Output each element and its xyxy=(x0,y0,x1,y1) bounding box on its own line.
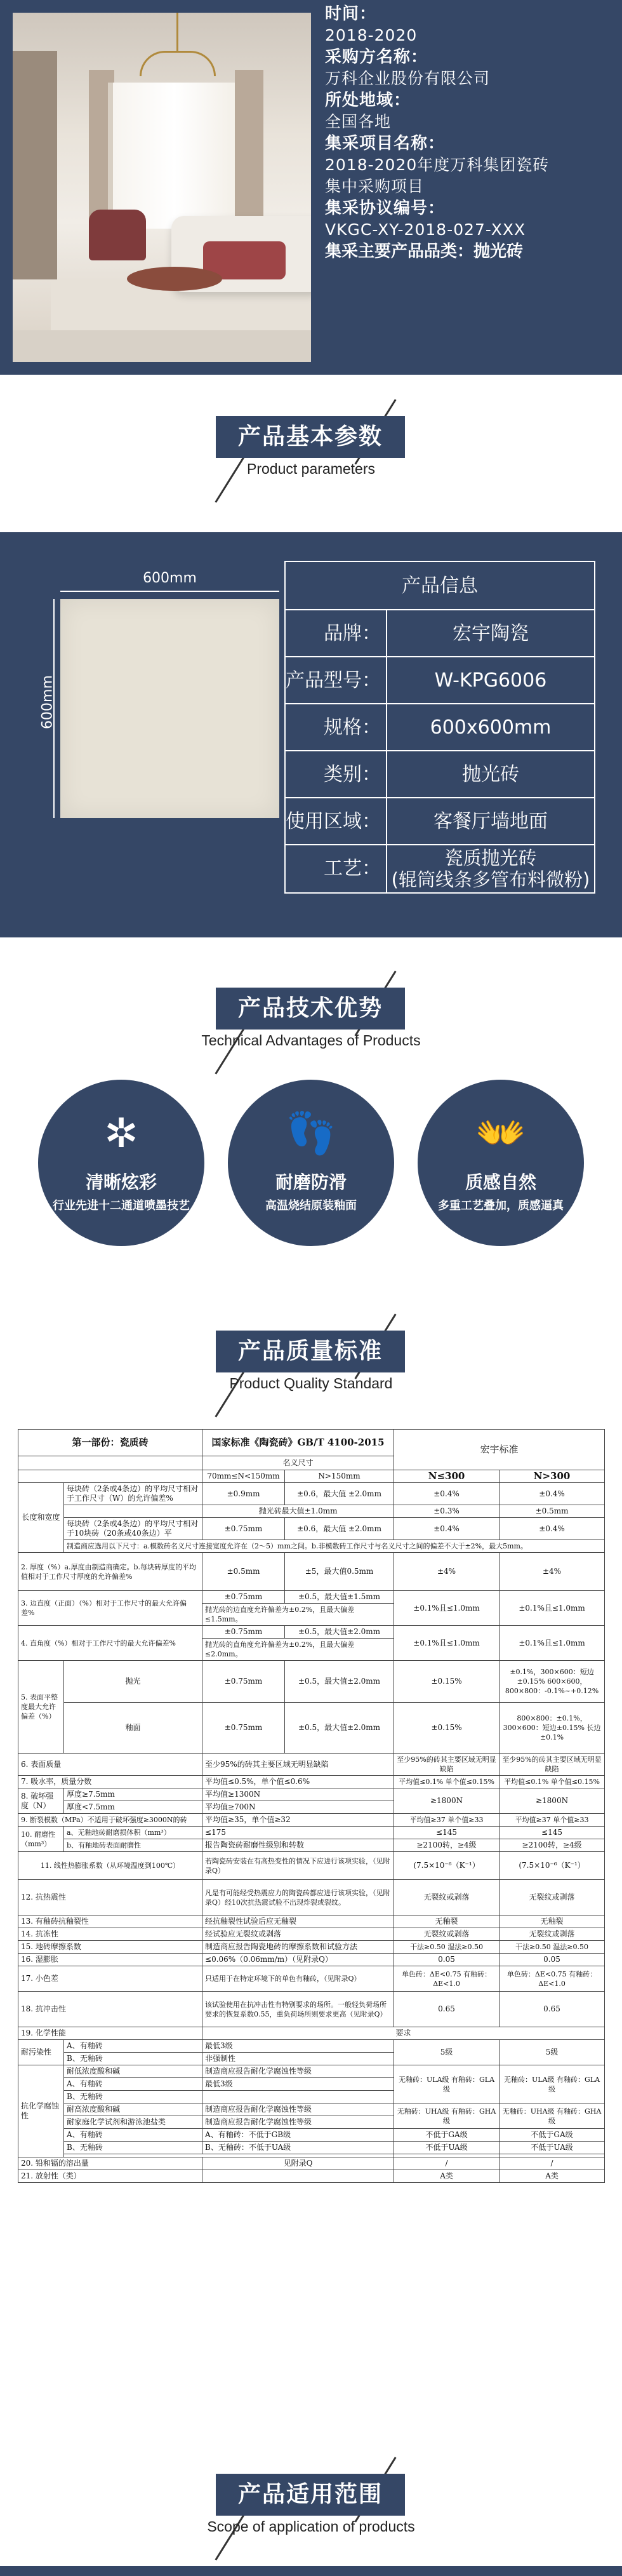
cell: 耐家庭化学试剂和游泳池盐类 xyxy=(64,2116,202,2129)
cell: / xyxy=(500,2157,605,2170)
cell: 6. 表面质量 xyxy=(18,1754,202,1776)
advantage-title: 耐磨防滑 xyxy=(275,1172,347,1193)
cell: 单色砖：ΔE<0.75 有釉砖：ΔE<1.0 xyxy=(394,1966,500,1992)
cell: ≥1800N xyxy=(500,1788,605,1814)
region-label: 所处地域： xyxy=(325,91,411,110)
size-label: 名义尺寸 xyxy=(202,1456,394,1470)
cell: 不低于UA级 xyxy=(500,2142,605,2154)
cell: ≤145 xyxy=(394,1827,500,1839)
cell: 凡是有可能经受热震应力的陶瓷砖都应进行该项实验，（见附录Q）经10次抗热震试验不出现炸裂或裂纹。 xyxy=(202,1880,394,1915)
cell: 平均值≤0.1% 单个值≤0.15% xyxy=(394,1776,500,1788)
cell: 至少95%的砖其主要区域无明显缺陷 xyxy=(202,1754,394,1776)
cell: ≥2100转，≥4级 xyxy=(394,1839,500,1852)
cell: ≤0.06%（0.06mm/m）（见附录Q） xyxy=(202,1954,394,1966)
section-subtitle: Product Quality Standard xyxy=(229,1375,393,1392)
cell: 0.65 xyxy=(394,1992,500,2027)
cell: ±0.9mm xyxy=(202,1483,285,1505)
product-info-title: 产品信息 xyxy=(286,562,594,610)
height-label: 600mm xyxy=(39,675,56,729)
cell: 0.05 xyxy=(500,1954,605,1966)
cell: N>150mm xyxy=(285,1470,394,1483)
cell: ±0.1%且≤1.0mm xyxy=(394,1626,500,1661)
cell: 平均值≥37 单个值≥33 xyxy=(500,1814,605,1827)
cell: ±0.5，最大值±2.0mm xyxy=(285,1703,394,1754)
project-label: 集采项目名称： xyxy=(325,134,446,153)
info-key: 规格： xyxy=(286,704,387,750)
cell: ±0.5mm xyxy=(500,1505,605,1518)
cell: 耐低浓度酸和碱 xyxy=(64,2065,202,2078)
cell: 平均值≥35，单个值≥32 xyxy=(202,1814,394,1827)
cell: 抛光砖最大值±1.0mm xyxy=(202,1505,394,1518)
cell: ±0.1%且≤1.0mm xyxy=(394,1591,500,1626)
cell: 最低3级 xyxy=(202,2040,394,2053)
header-national: 国家标准《陶瓷砖》GB/T 4100-2015 xyxy=(202,1430,394,1456)
cell: ±0.1%且≤1.0mm xyxy=(500,1626,605,1661)
section-header-params xyxy=(0,381,622,476)
info-key: 类别： xyxy=(286,751,387,797)
cell: b、有釉地砖表面耐磨性 xyxy=(64,1839,202,1852)
project-value-line2: 集中采购项目 xyxy=(325,177,425,196)
cell: (7.5×10⁻⁶（K⁻¹） xyxy=(394,1852,500,1880)
agreement-value: VKGC-XY-2018-027-XXX xyxy=(325,220,526,239)
cell: N>300 xyxy=(500,1470,605,1483)
info-row xyxy=(286,704,594,751)
cell: 无裂纹或剥落 xyxy=(500,1880,605,1915)
cell: 不低于GA级 xyxy=(500,2129,605,2142)
quality-standard-table xyxy=(18,1429,604,2183)
cell: 无裂纹或剥落 xyxy=(394,1928,500,1941)
cell: 至少95%的砖其主要区域无明显缺陷 xyxy=(500,1754,605,1776)
section-subtitle: Technical Advantages of Products xyxy=(201,1032,421,1049)
cell: 2. 厚度（%）a.厚度由制造商确定。b.每块砖厚度的平均值相对于工作尺寸厚度的允许偏差% xyxy=(18,1553,202,1591)
section-title: 产品技术优势 xyxy=(216,988,405,1030)
info-row xyxy=(286,798,594,845)
cell: 无裂纹或剥落 xyxy=(500,1928,605,1941)
chandelier-icon xyxy=(140,51,216,76)
cell: ±0.4% xyxy=(500,1518,605,1540)
cell: 若陶瓷砖安装在有高热变性的情况下应进行该项实验，（见附录Q） xyxy=(202,1852,394,1880)
cell: 70mm≤N<150mm xyxy=(202,1470,285,1483)
cell: A、有釉砖：不低于GB级 xyxy=(202,2129,394,2142)
cell: 抛光砖的直角度允许偏差为±0.2%，且最大偏差≤2.0mm。 xyxy=(202,1639,394,1661)
cell: 干法≥0.50 湿法≥0.50 xyxy=(500,1941,605,1954)
cell: N≤300 xyxy=(394,1470,500,1483)
cell: B、无釉砖 xyxy=(64,2053,202,2065)
product-params-panel xyxy=(0,532,622,937)
cell: 4. 直角度（%）相对于工作尺寸的最大允许偏差% xyxy=(18,1626,202,1661)
advantage-card xyxy=(38,1080,204,1246)
info-value: 宏宇陶瓷 xyxy=(453,622,529,645)
section-title: 产品适用范围 xyxy=(216,2474,405,2516)
cell: ≥2100转，≥4级 xyxy=(500,1839,605,1852)
cell: ±0.1%且≤1.0mm xyxy=(500,1591,605,1626)
cell: ±0.75mm xyxy=(202,1626,285,1639)
info-key: 使用区域： xyxy=(286,798,387,844)
cell: 无釉裂 xyxy=(500,1915,605,1928)
cell: 7. 吸水率，质量分数 xyxy=(18,1776,202,1788)
height-dimension xyxy=(38,599,57,818)
cell: 12. 抗热震性 xyxy=(18,1880,202,1915)
cell: A、有釉砖 xyxy=(64,2129,202,2142)
header-hongyu: 宏宇标准 xyxy=(394,1430,605,1470)
info-key: 品牌： xyxy=(286,610,387,656)
cell: 平均值≤0.5%，单个值≤0.6% xyxy=(202,1776,394,1788)
hero-banner xyxy=(0,0,622,375)
cell: 干法≥0.50 湿法≥0.50 xyxy=(394,1941,500,1954)
cell: ±0.4% xyxy=(394,1483,500,1505)
cell: 要求 xyxy=(202,2027,605,2040)
width-dimension xyxy=(60,570,279,596)
cell: ≤175 xyxy=(202,1827,394,1839)
width-label: 600mm xyxy=(143,570,197,586)
cell: 制造商应选用以下尺寸：a.模数砖名义尺寸连接宽度允许在（2～5）mm之间。b.非模数砖工作尺寸与名义尺寸之间的偏差不大于±2%，最大5mm。 xyxy=(64,1540,605,1553)
info-row xyxy=(286,610,594,657)
region-value: 全国各地 xyxy=(325,112,392,131)
cell: 无釉砖：ULA级 有釉砖：GLA级 xyxy=(500,2065,605,2103)
info-value: 600x600mm xyxy=(430,716,552,739)
cell: ≤145 xyxy=(500,1827,605,1839)
hands-icon: 👐 xyxy=(475,1110,526,1157)
craft-line1: 瓷质抛光砖 xyxy=(444,847,537,869)
cell: 厚度<7.5mm xyxy=(64,1801,202,1814)
cell: ±0.5，最大值±1.5mm xyxy=(285,1591,394,1604)
cell xyxy=(202,2170,394,2183)
cell: ±0.6，最大值 ±2.0mm xyxy=(285,1518,394,1540)
cell: 抗化学腐蚀性 xyxy=(18,2065,64,2157)
cell: ≥1800N xyxy=(394,1788,500,1814)
procurement-info xyxy=(325,3,617,262)
cell: 0.65 xyxy=(500,1992,605,2027)
cell: / xyxy=(394,2157,500,2170)
cell: 每块砖（2条或4条边）的平均尺寸相对于工作尺寸（W）的允许偏差% xyxy=(64,1483,202,1505)
cell: 最低3级 xyxy=(202,2078,394,2091)
cell: 17. 小色差 xyxy=(18,1966,202,1992)
advantage-desc: 高温烧结原装釉面 xyxy=(265,1199,357,1212)
cell: 19. 化学性能 xyxy=(18,2027,202,2040)
cell: ±0.5，最大值±2.0mm xyxy=(285,1626,394,1639)
main-product-value: 抛光砖 xyxy=(473,242,524,261)
living-room-photo xyxy=(13,13,311,362)
cell: ±0.75mm xyxy=(202,1591,285,1604)
project-value-line1: 2018-2020年度万科集团瓷砖 xyxy=(325,156,550,174)
cell: ±0.15% xyxy=(394,1703,500,1754)
craft-line2: (辊筒线条多管布料微粉) xyxy=(391,869,590,890)
cell: 13. 有釉砖抗釉裂性 xyxy=(18,1915,202,1928)
cell: 0.05 xyxy=(394,1954,500,1966)
info-row-craft xyxy=(286,845,594,892)
cell: 无裂纹或剥落 xyxy=(394,1880,500,1915)
info-row xyxy=(286,751,594,798)
cell: B、无釉砖 xyxy=(64,2091,202,2103)
cell: 14. 抗冻性 xyxy=(18,1928,202,1941)
tile-swatch xyxy=(60,599,279,818)
cell: 21. 放射性（类） xyxy=(18,2170,202,2183)
info-value: 抛光砖 xyxy=(462,763,519,786)
cell: B、无釉砖 xyxy=(64,2142,202,2154)
cell: 见附录Q xyxy=(202,2157,394,2170)
cell: 20. 铅和镉的溶出量 xyxy=(18,2157,202,2170)
section-header-advantages xyxy=(0,953,622,1048)
cell: 5. 表面平整度最大允许偏差（%） xyxy=(18,1661,64,1754)
section-subtitle: Product parameters xyxy=(247,460,375,477)
cell: 800×800：±0.1%，300×600：短边±0.15% 长边±0.1% xyxy=(500,1703,605,1754)
cell: 16. 湿膨胀 xyxy=(18,1954,202,1966)
cell: 5级 xyxy=(394,2040,500,2065)
cell: 非强制性 xyxy=(202,2053,394,2065)
cell: 不低于UA级 xyxy=(394,2142,500,2154)
cell: 制造商应报告陶瓷地砖的摩擦系数和试验方法 xyxy=(202,1941,394,1954)
cell: ±0.4% xyxy=(394,1518,500,1540)
cell: (7.5×10⁻⁶（K⁻¹） xyxy=(500,1852,605,1880)
cell: 平均值≥700N xyxy=(202,1801,394,1814)
cell: 制造商应报告耐化学腐蚀性等级 xyxy=(202,2116,394,2129)
section-subtitle: Scope of application of products xyxy=(207,2518,415,2535)
cell: 制造商应报告耐化学腐蚀性等级 xyxy=(202,2103,394,2116)
section-header-quality xyxy=(0,1296,622,1391)
cell: A类 xyxy=(394,2170,500,2183)
product-info-table xyxy=(284,561,595,894)
info-value: 客餐厅墙地面 xyxy=(433,810,548,833)
buyer-label: 采购方名称： xyxy=(325,48,428,67)
header-item: 第一部份：瓷质砖 xyxy=(18,1430,202,1456)
cell: 经抗釉裂性试验后应无釉裂 xyxy=(202,1915,394,1928)
cell: 5级 xyxy=(500,2040,605,2065)
cell: 11. 线性热膨胀系数（从环境温度到100℃） xyxy=(18,1852,202,1880)
advantage-desc: 多重工艺叠加，质感逼真 xyxy=(438,1199,564,1212)
cell: a、无釉地砖耐磨损体积（mm³） xyxy=(64,1827,202,1839)
cell: 无釉砖：UHA级 有釉砖：GHA级 xyxy=(500,2103,605,2129)
cell: 18. 抗冲击性 xyxy=(18,1992,202,2027)
cell: ±0.75mm xyxy=(202,1703,285,1754)
cell: 无釉砖：ULA级 有釉砖：GLA级 xyxy=(394,2065,500,2103)
cell: 每块砖（2条或4条边）的平均尺寸相对于10块砖（20条或40条边）平 xyxy=(64,1518,202,1540)
cell: 平均值≤0.1% 单个值≤0.15% xyxy=(500,1776,605,1788)
cell: 抛光 xyxy=(64,1661,202,1703)
advantages-row xyxy=(0,1080,622,1258)
cell: ±0.75mm xyxy=(202,1661,285,1703)
info-key: 产品型号： xyxy=(286,657,387,703)
cell: 不低于GA级 xyxy=(394,2129,500,2142)
cell: ±0.1%，300×600：短边±0.15% 600×600，800×800：-0.1%~+0.12% xyxy=(500,1661,605,1703)
advantage-card xyxy=(418,1080,584,1246)
cell: ±0.5，最大值±2.0mm xyxy=(285,1661,394,1703)
advantage-title: 清晰炫彩 xyxy=(85,1172,157,1193)
cell: 3. 边直度（正面）（%）相对于工作尺寸的最大允许偏差% xyxy=(18,1591,202,1626)
cell: 经试验应无裂纹或剥落 xyxy=(202,1928,394,1941)
cell: 抛光砖的边直度允许偏差为±0.2%，且最大偏差≤1.5mm。 xyxy=(202,1604,394,1626)
cell: 报告陶瓷砖耐磨性级别和转数 xyxy=(202,1839,394,1852)
cell: ±0.15% xyxy=(394,1661,500,1703)
section-title: 产品基本参数 xyxy=(216,416,405,458)
cell: A、有釉砖 xyxy=(64,2040,202,2053)
cell: A、有釉砖 xyxy=(64,2078,202,2091)
cell: 耐高浓度酸和碱 xyxy=(64,2103,202,2116)
cell: 无釉砖：UHA级 有釉砖：GHA级 xyxy=(394,2103,500,2129)
cell: A类 xyxy=(500,2170,605,2183)
cell: ±0.3% xyxy=(394,1505,500,1518)
info-key: 工艺： xyxy=(286,845,387,892)
cell: 10. 耐磨性（mm³） xyxy=(18,1827,64,1852)
advantage-card xyxy=(228,1080,394,1246)
cell: 单色砖：ΔE<0.75 有釉砖：ΔE<1.0 xyxy=(500,1966,605,1992)
cell: ±4% xyxy=(500,1553,605,1591)
scope-band xyxy=(0,2566,622,2576)
cell: 只适用于在特定环境下的单色有釉砖，（见附录Q） xyxy=(202,1966,394,1992)
cell: 无釉裂 xyxy=(394,1915,500,1928)
time-value: 2018-2020 xyxy=(325,26,418,44)
footprints-icon: 👣 xyxy=(286,1110,336,1157)
cell: 厚度≥7.5mm xyxy=(64,1788,202,1801)
buyer-value: 万科企业股份有限公司 xyxy=(325,69,491,88)
section-header-scope xyxy=(0,2439,622,2534)
cell: ±5，最大值0.5mm xyxy=(285,1553,394,1591)
advantage-title: 质感自然 xyxy=(465,1172,536,1193)
cell: ±0.6，最大值 ±2.0mm xyxy=(285,1483,394,1505)
cell: 耐污染性 xyxy=(18,2040,64,2065)
advantage-desc: 行业先进十二通道喷墨技艺 xyxy=(53,1199,190,1212)
cell: 15. 地砖摩擦系数 xyxy=(18,1941,202,1954)
info-value: W-KPG6006 xyxy=(434,669,547,692)
info-value xyxy=(387,845,594,892)
main-product-row xyxy=(325,241,617,262)
cell: ±0.4% xyxy=(500,1483,605,1505)
main-product-label: 集采主要产品品类： xyxy=(325,242,474,261)
cell: 至少95%的砖其主要区域无明显缺陷 xyxy=(394,1754,500,1776)
flower-icon: ✲ xyxy=(104,1110,138,1157)
cell: 该试验使用在抗冲击性有特别要求的场所。一般轻负荷场所要求的恢复系数0.55，重负荷场所则要求更高（见附录Q） xyxy=(202,1992,394,2027)
cell: 长度和宽度 xyxy=(18,1483,64,1553)
cell: ±0.5mm xyxy=(202,1553,285,1591)
cell: 釉面 xyxy=(64,1703,202,1754)
cell: 制造商应报告耐化学腐蚀性等级 xyxy=(202,2065,394,2078)
info-row xyxy=(286,657,594,704)
tile-diagram xyxy=(38,570,279,888)
cell: 9. 断裂模数（MPa）不适用于破坏强度≥3000N的砖 xyxy=(18,1814,202,1827)
cell: 平均值≥37 单个值≥33 xyxy=(394,1814,500,1827)
cell: 平均值≥1300N xyxy=(202,1788,394,1801)
cell: ±4% xyxy=(394,1553,500,1591)
cell: B、无釉砖：不低于UA级 xyxy=(202,2142,394,2154)
time-label: 时间： xyxy=(325,4,377,23)
agreement-label: 集采协议编号： xyxy=(325,199,446,218)
cell: 8. 破坏强度（N） xyxy=(18,1788,64,1814)
cell: ±0.75mm xyxy=(202,1518,285,1540)
section-title: 产品质量标准 xyxy=(216,1331,405,1372)
